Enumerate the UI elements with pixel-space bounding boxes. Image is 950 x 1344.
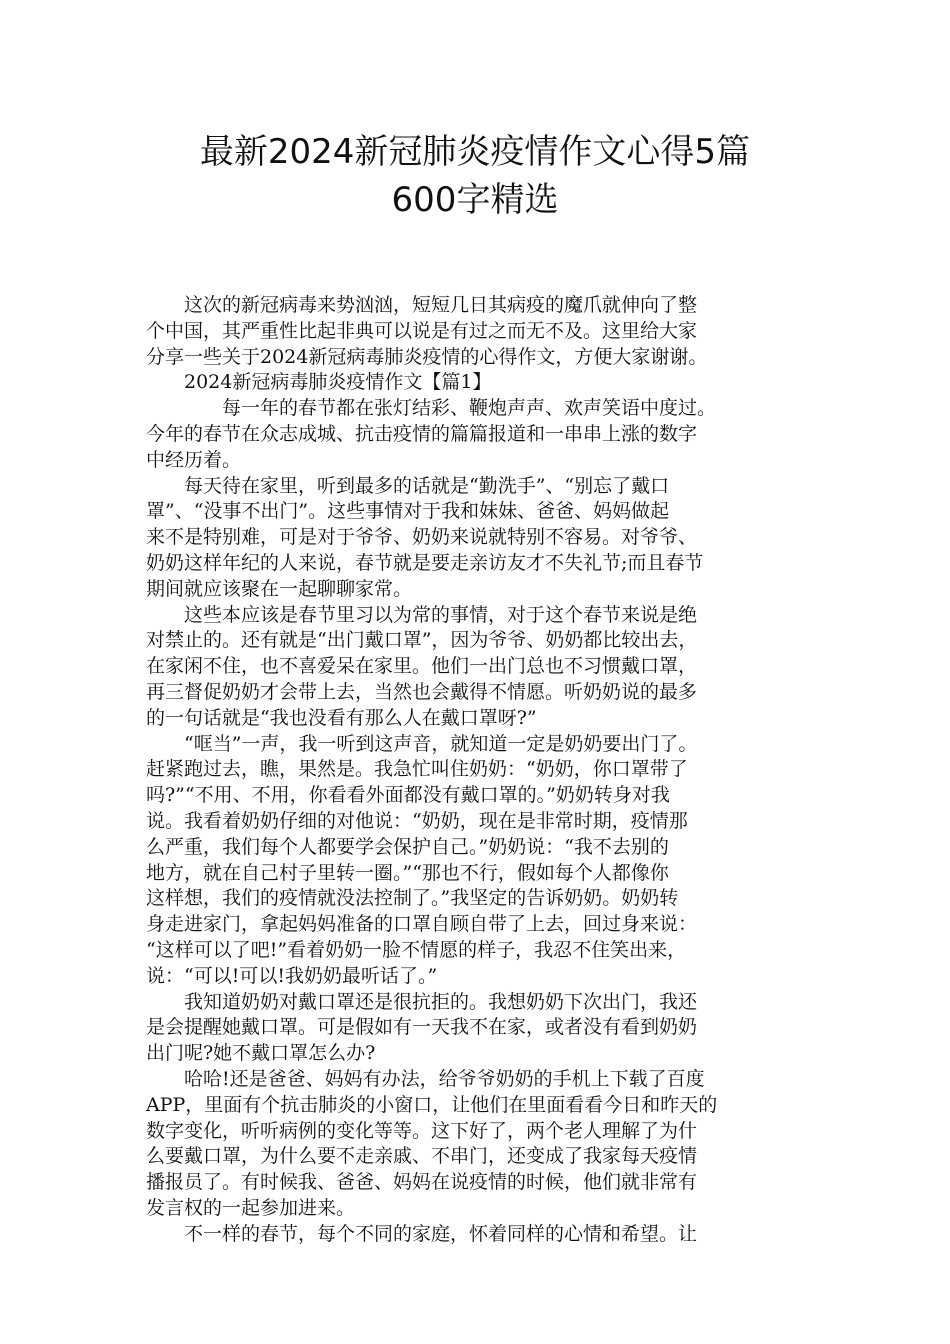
body-text-line: 我知道奶奶对戴口罩还是很抗拒的。我想奶奶下次出门，我还 <box>146 990 698 1013</box>
body-text-line: 再三督促奶奶才会带上去，当然也会戴得不情愿。听奶奶说的最多 <box>146 680 698 703</box>
body-text-line: “哐当”一声，我一听到这声音，就知道一定是奶奶要出门了。 <box>146 732 698 755</box>
body-text-line: 每天待在家里，听到最多的话就是“勤洗手”、“别忘了戴口 <box>146 474 670 497</box>
body-text-line: 说。我看着奶奶仔细的对他说：“奶奶，现在是非常时期，疫情那 <box>146 809 688 832</box>
body-text-line: 每一年的春节都在张灯结彩、鞭炮声声、欢声笑语中度过。 <box>146 397 717 420</box>
body-text-line: 奶奶这样年纪的人来说，春节就是要走亲访友才不失礼节;而且春节 <box>146 551 704 574</box>
body-text-line: 发言权的一起参加进来。 <box>146 1196 356 1219</box>
body-text-line: 地方，就在自己村子里转一圈。”“那也不行，假如每个人都像你 <box>146 861 669 884</box>
body-text-line: 哈哈!还是爸爸、妈妈有办法，给爷爷奶奶的手机上下载了百度 <box>146 1067 705 1090</box>
title-line-2: 600字精选 <box>391 180 559 220</box>
page-title <box>100 128 850 224</box>
body-text-line: 这样想，我们的疫情就没法控制了。”我坚定的告诉奶奶。奶奶转 <box>146 887 679 910</box>
body-text-line: APP，里面有个抗击肺炎的小窗口，让他们在里面看看今日和昨天的 <box>146 1093 718 1116</box>
body-text-line: 么严重，我们每个人都要学会保护自己。”奶奶说：“我不去别的 <box>146 835 669 858</box>
body-text-line: 对禁止的。还有就是“出门戴口罩”，因为爷爷、奶奶都比较出去， <box>146 629 698 652</box>
body-text-line: 在家闲不住，也不喜爱呆在家里。他们一出门总也不习惯戴口罩， <box>146 655 698 678</box>
body-text-line: 不一样的春节，每个不同的家庭，怀着同样的心情和希望。让 <box>146 1222 698 1245</box>
body-text-line: 数字变化，听听病例的变化等等。这下好了，两个老人理解了为什 <box>146 1119 698 1142</box>
body-text-line: 吗?”“不用、不用，你看看外面都没有戴口罩的。”奶奶转身对我 <box>146 784 670 807</box>
body-text-line: 2024新冠病毒肺炎疫情作文【篇1】 <box>146 371 492 394</box>
body-text-line: 出门呢?她不戴口罩怎么办? <box>146 1042 376 1065</box>
body-text-line: “这样可以了吧!”看着奶奶一脸不情愿的样子，我忍不住笑出来， <box>146 938 687 961</box>
body-text-line: 今年的春节在众志成城、抗击疫情的篇篇报道和一串串上涨的数字 <box>146 422 698 445</box>
body-text-line: 播报员了。有时候我、爸爸、妈妈在说疫情的时候，他们就非常有 <box>146 1171 698 1194</box>
body-text-line: 来不是特别难，可是对于爷爷、奶奶来说就特别不容易。对爷爷、 <box>146 526 698 549</box>
body-text-line: 的一句话就是“我也没看有那么人在戴口罩呀?” <box>146 706 537 729</box>
body-text-line: 个中国，其严重性比起非典可以说是有过之而无不及。这里给大家 <box>146 319 698 342</box>
body-text-line: 罩”、“没事不出门”。这些事情对于我和妹妹、爸爸、妈妈做起 <box>146 500 670 523</box>
body-text-line: 中经历着。 <box>146 448 242 471</box>
body-text-line: 分享一些关于2024新冠病毒肺炎疫情的心得作文，方便大家谢谢。 <box>146 345 708 368</box>
body-text-line: 赶紧跑过去，瞧，果然是。我急忙叫住奶奶：“奶奶，你口罩带了 <box>146 758 688 781</box>
document-body <box>146 293 806 1247</box>
body-text-line: 是会提醒她戴口罩。可是假如有一天我不在家，或者没有看到奶奶 <box>146 1016 698 1039</box>
body-text-line: 期间就应该聚在一起聊聊家常。 <box>146 577 413 600</box>
title-line-1: 最新2024新冠肺炎疫情作文心得5篇 <box>199 132 751 172</box>
body-text-line: 说：“可以!可以!我奶奶最听话了。” <box>146 964 438 987</box>
body-text-line: 这些本应该是春节里习以为常的事情，对于这个春节来说是绝 <box>146 603 698 626</box>
body-text-line: 么要戴口罩，为什么要不走亲戚、不串门，还变成了我家每天疫情 <box>146 1145 698 1168</box>
body-text-line: 这次的新冠病毒来势汹汹，短短几日其病疫的魔爪就伸向了整 <box>146 294 698 316</box>
body-text-line: 身走进家门，拿起妈妈准备的口罩自顾自带了上去，回过身来说： <box>146 913 698 936</box>
